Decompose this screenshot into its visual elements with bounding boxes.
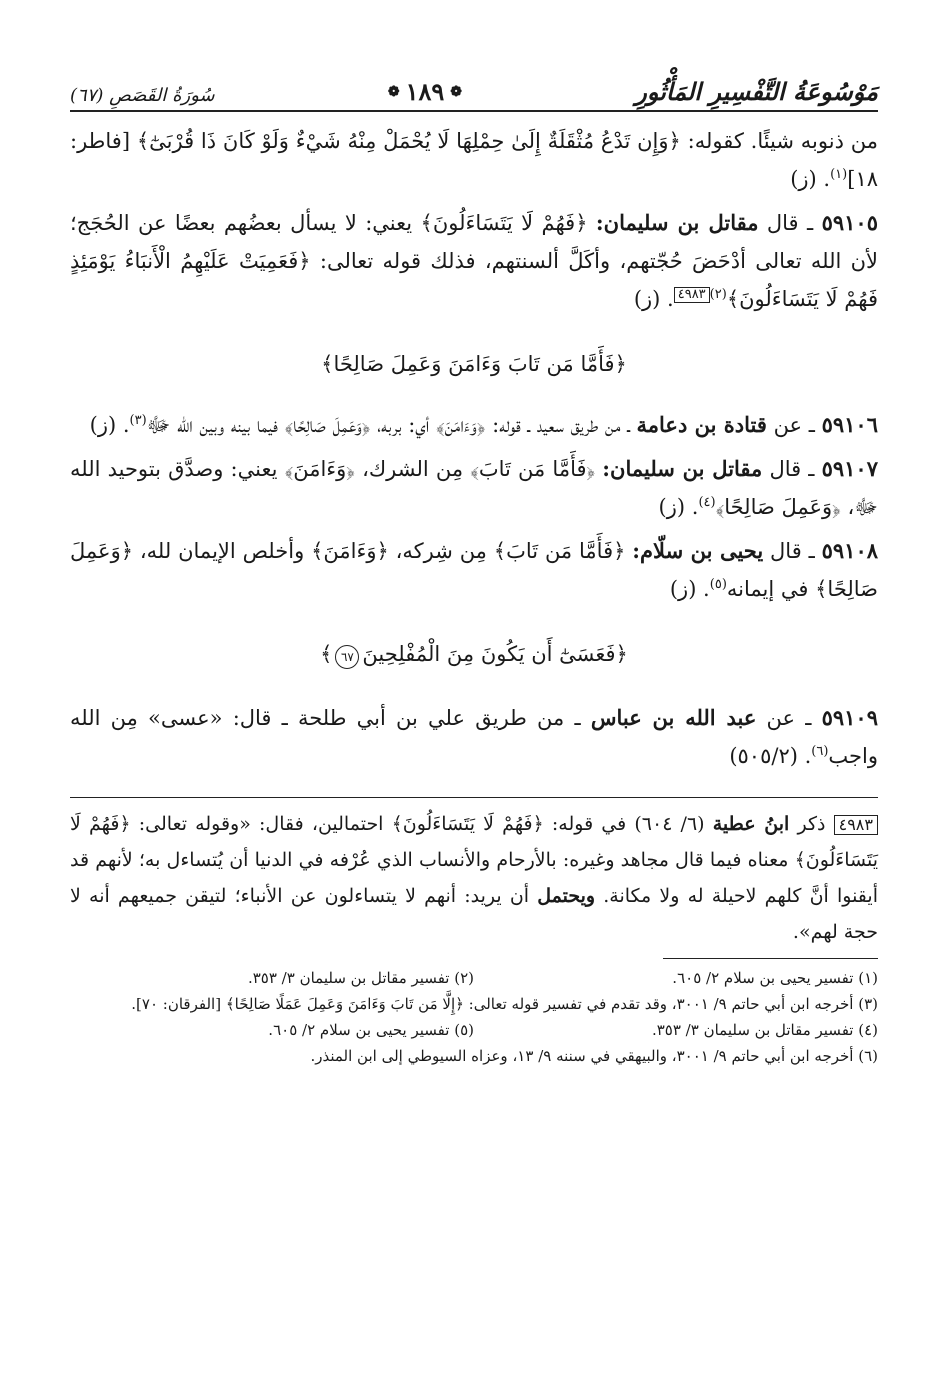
verse-heading: ﴿فَأَمَّا مَن تَابَ وَءَامَنَ وَعَمِلَ صَالِحًا﴾	[321, 352, 627, 376]
commentary-divider	[70, 797, 878, 798]
footnote-6: (٦) أخرجه ابن أبي حاتم ٩/ ٣٠٠١، والبيهقي في سننه ٩/ ١٣، وعزاه السيوطي إلى ابن المنذر.	[310, 1047, 878, 1065]
commentary-text: (٦/ ٦٠٤) في قوله:	[543, 813, 713, 835]
source-tag: . (ز)	[633, 287, 674, 311]
entry-number: ٥٩١٠٧	[821, 456, 878, 481]
entry-number: ٥٩١٠٦	[821, 412, 878, 437]
page	[70, 60, 878, 1069]
source-tag: . (ز)	[89, 413, 130, 437]
entry-59107	[70, 450, 878, 526]
footnote-4: (٤) تفسير مقاتل بن سليمان ٣/ ٣٥٣.	[651, 1021, 878, 1039]
entry-text: أي: بربه،	[370, 413, 436, 437]
footnote-3	[70, 991, 878, 1017]
entry-number: ٥٩١٠٩	[821, 705, 878, 730]
footnote-row	[70, 965, 878, 991]
quran-quote: ﴿فَهُمْ لَا يَتَسَاءَلُونَ﴾	[391, 813, 544, 835]
quran-quote: ﴿وَعَمِلَ صَالِحًا﴾	[715, 495, 841, 519]
quran-quote: ﴿وَءَامَنَ﴾	[284, 457, 355, 481]
commentary-ref-box[interactable]: ٤٩٨٣	[674, 287, 710, 303]
narrator-name: مقاتل بن سليمان:	[602, 456, 763, 481]
quran-quote: ﴿فَهُمْ لَا يَتَسَاءَلُونَ﴾	[70, 813, 878, 871]
footnote-1: (١) تفسير يحيى بن سلام ٢/ ٦٠٥.	[672, 969, 878, 987]
commentary-text: ذكر	[789, 813, 834, 835]
footnote-5: (٥) تفسير يحيى بن سلام ٢/ ٦٠٥.	[268, 1021, 474, 1039]
footnote-ref[interactable]: (١)	[830, 167, 848, 182]
page-number: ١٨٩	[405, 77, 445, 106]
entry-number: ٥٩١٠٥	[821, 210, 878, 235]
entry-text: يعني: لا يسأل بعضُهم بعضًا عن الحُجَج؛ لأن الله تعالى أدْحَضَ حُجّتهم، وأكَلَّ ألسنتهم، فذلك قوله تعالى:	[70, 211, 879, 273]
footnote-text: (٣) أخرجه ابن أبي حاتم ٩/ ٣٠٠١، وقد تقدم في تفسير قوله تعالى:	[463, 995, 878, 1013]
entry-text: ـ من طريق علي بن أبي طلحة ـ قال: «عسى» مِن الله واجب	[70, 706, 878, 768]
ornament-icon: ❁	[387, 83, 400, 100]
entry-59108	[70, 532, 878, 608]
page-number-block	[388, 77, 462, 106]
entry-text: فيما بينه وبين الله ﷻ	[146, 413, 285, 437]
verse-close: ﴾	[320, 642, 333, 666]
footnote-text: [الفرقان: ٧٠].	[131, 995, 226, 1013]
surah-title: سُورَةُ القَصَصِ (٦٧)	[70, 85, 215, 106]
footnote-ref[interactable]: (٣)	[129, 413, 147, 428]
entry-number: ٥٩١٠٨	[821, 538, 879, 563]
footnote-ref[interactable]: (٢)	[709, 287, 727, 302]
quran-quote: ﴿إِلَّا مَن تَابَ وَءَامَنَ وَعَمِلَ عَمَلًا صَالِحًا﴾	[225, 995, 464, 1013]
ayah-number-icon: ٦٧	[335, 645, 359, 669]
footnote-ref[interactable]: (٤)	[698, 495, 716, 510]
entry-text: وأخلص الإيمان لله،	[133, 539, 312, 563]
commentary-text: معناه فيما قال مجاهد وغيره: بالأرحام والأنساب الذي عُرْفه في الدنيا أن يُتساءل به؛ لأنهم قد أيقنوا أنَّ كلهم لاحيلة له ولا مكانة.	[70, 849, 878, 907]
entry-text: مِن الشرك،	[354, 457, 471, 481]
footnote-2: (٢) تفسير مقاتل بن سليمان ٣/ ٣٥٣.	[247, 969, 474, 987]
entry-sep: ـ قال	[763, 539, 822, 563]
verse-heading	[70, 642, 878, 669]
commentary-text: احتمالين، فقال: «وقوله تعالى:	[130, 813, 392, 835]
quran-quote: ﴿وَإِن تَدْعُ مُثْقَلَةٌ إِلَىٰ حِمْلِهَا لَا يُحْمَلْ مِنْهُ شَيْءٌ وَلَوْ كَانَ ذَا قُرْبَىٰٓ﴾	[136, 129, 681, 153]
quran-quote: ﴿وَعَمِلَ صَالِحًا﴾	[70, 539, 878, 601]
quran-quote: ﴿وَءَامَنَ﴾	[311, 539, 389, 563]
entry-text: ـ من طريق سعيد ـ قوله:	[485, 413, 637, 437]
commentary-emphasis: ويحتمل	[537, 885, 596, 907]
footnote-ref[interactable]: (٦)	[811, 744, 829, 759]
entry-59106	[70, 406, 878, 444]
running-header	[70, 60, 878, 112]
entry-text: يعني: وصدَّق بتوحيد الله ﷻ،	[70, 457, 878, 519]
entry-text: ـ عن	[756, 706, 822, 730]
ornament-icon: ❁	[450, 83, 462, 100]
commentary-note	[70, 806, 878, 950]
scholar-name: ابنُ عطية	[712, 813, 790, 835]
narrator-name: مقاتل بن سليمان:	[595, 210, 759, 235]
entry-text: ـ عن	[766, 413, 822, 437]
footnotes	[70, 965, 878, 1069]
narrator-name: عبد الله بن عباس	[590, 705, 757, 730]
narrator-name: قتادة بن دعامة	[636, 412, 767, 437]
quran-quote: ﴿وَعَمِلَ صَالِحًا﴾	[284, 413, 371, 437]
commentary-number-box: ٤٩٨٣	[834, 815, 878, 835]
intro-text: من ذنوبه شيئًا. كقوله:	[687, 129, 878, 153]
entry-text: مِن شِركه،	[388, 539, 494, 563]
book-title: مَوْسُوعَةُ التَّفْسِيرِ المَأْثُورِ	[635, 77, 878, 106]
commentary-text: أن يريد: أنهم لا يتساءلون عن الأنباء؛ لتيقن جميعهم أنه لا حجة لهم».	[70, 885, 878, 943]
entry-sep: ـ قال	[758, 211, 822, 235]
quran-quote: ﴿فَأَمَّا مَن تَابَ﴾	[493, 539, 626, 563]
entry-59105	[70, 204, 878, 318]
quran-quote: ﴿فَعَمِيَتْ عَلَيْهِمُ الْأَنبَاءُ يَوْمَئِذٍ فَهُمْ لَا يَتَسَاءَلُونَ﴾	[70, 249, 878, 311]
footnote-divider	[663, 958, 878, 959]
verse-text: ﴿فَعَسَىٰٓ أَن يَكُونَ مِنَ الْمُفْلِحِينَ	[362, 642, 628, 666]
entry-59109	[70, 699, 878, 775]
quran-quote: ﴿وَءَامَنَ﴾	[435, 413, 486, 437]
intro-paragraph	[70, 122, 878, 198]
source-tag: . (٥٠٥/٢)	[729, 744, 812, 768]
footnote-ref[interactable]: (٥)	[709, 577, 727, 592]
entry-text: في إيمانه	[726, 577, 816, 601]
narrator-name: يحيى بن سلّام:	[632, 538, 764, 563]
quran-ref: [فاطر: ١٨]	[70, 129, 878, 191]
source-tag: . (ز)	[790, 167, 831, 191]
source-tag: . (ز)	[658, 495, 699, 519]
quran-quote: ﴿فَهُمْ لَا يَتَسَاءَلُونَ﴾	[420, 211, 588, 235]
entry-sep: ـ قال	[762, 457, 822, 481]
quran-quote: ﴿فَأَمَّا مَن تَابَ﴾	[470, 457, 596, 481]
source-tag: . (ز)	[669, 577, 710, 601]
footnote-row	[70, 1017, 878, 1043]
